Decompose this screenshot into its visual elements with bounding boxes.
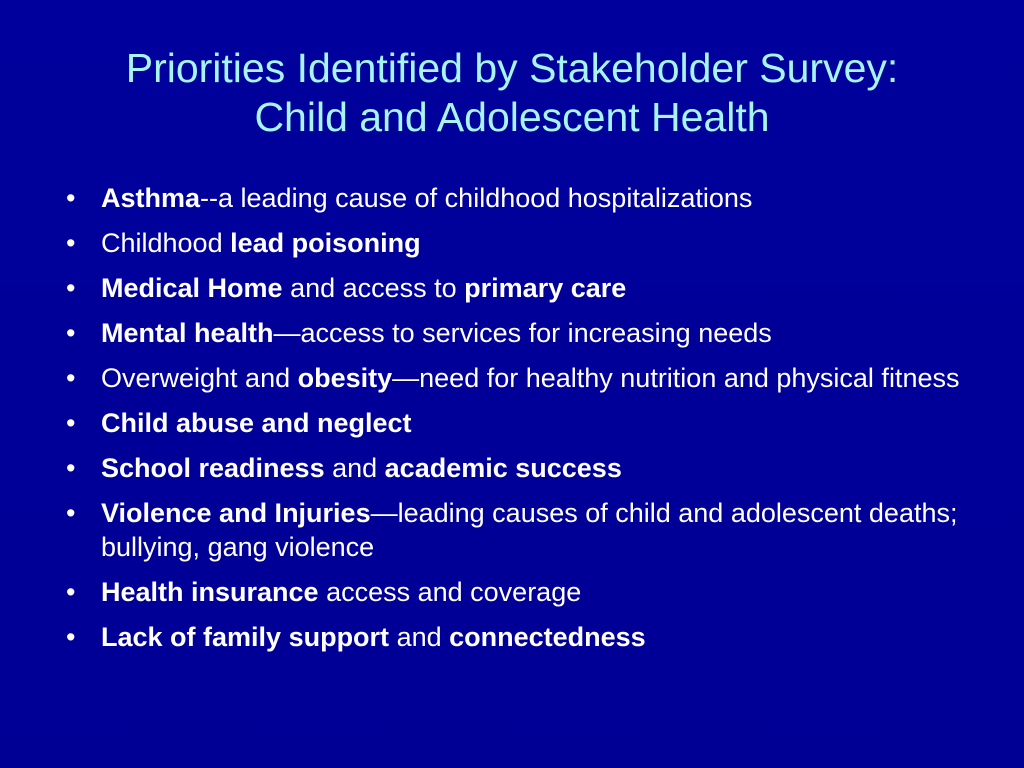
bullet-bold-text: Medical Home — [101, 273, 283, 303]
bullet-dot: • — [66, 363, 76, 393]
bullet-dot: • — [66, 318, 76, 348]
bullet-dot: • — [66, 228, 76, 258]
slide-title-line-2: Child and Adolescent Health — [254, 94, 770, 140]
bullet-lead-poisoning — [66, 226, 966, 260]
bullet-text: Overweight and — [101, 363, 298, 393]
bullet-medical-home — [66, 271, 966, 305]
bullet-bold-text: Lack of family support — [101, 622, 390, 652]
slide-title-line-1: Priorities Identified by Stakeholder Survey: — [125, 45, 899, 91]
bullet-violence-injuries — [66, 496, 966, 564]
bullet-dot: • — [66, 408, 76, 438]
bullet-text: —need for healthy nutrition and physical fitness — [392, 363, 960, 393]
bullet-text: Childhood — [101, 228, 231, 258]
bullet-mental-health — [66, 316, 966, 350]
bullet-bold-text: connectedness — [449, 622, 646, 652]
bullet-school-readiness — [66, 451, 966, 485]
bullet-dot: • — [66, 622, 76, 652]
bullet-bold-text: academic success — [384, 453, 622, 483]
bullet-text: —access to services for increasing needs — [273, 318, 772, 348]
slide-title — [40, 44, 984, 142]
bullet-dot: • — [66, 453, 76, 483]
bullet-text: and access to — [282, 273, 465, 303]
bullet-dot: • — [66, 273, 76, 303]
bullet-text: and — [324, 453, 385, 483]
bullet-bold-text: primary care — [464, 273, 627, 303]
bullet-obesity — [66, 361, 966, 395]
bullet-bold-text: Health insurance — [101, 577, 319, 607]
bullet-bold-text: lead poisoning — [230, 228, 421, 258]
bullet-bold-text: Asthma — [101, 183, 201, 213]
bullet-text: and — [389, 622, 450, 652]
bullet-bold-text: Violence and Injuries — [101, 498, 371, 528]
bullet-bold-text: Child abuse and neglect — [101, 408, 412, 438]
bullet-text: —leading causes of child and adolescent deaths; bullying, gang violence — [101, 498, 958, 562]
bullet-family-support — [66, 620, 966, 654]
bullet-dot: • — [66, 498, 76, 528]
bullet-bold-text: obesity — [297, 363, 393, 393]
bullet-bold-text: Mental health — [101, 318, 274, 348]
bullet-list — [66, 181, 966, 665]
bullet-asthma — [66, 181, 966, 215]
bullet-bold-text: School readiness — [101, 453, 325, 483]
bullet-text: --a leading cause of childhood hospitalizations — [200, 183, 753, 213]
bullet-text: access and coverage — [318, 577, 582, 607]
bullet-dot: • — [66, 577, 76, 607]
bullet-health-insurance — [66, 575, 966, 609]
bullet-child-abuse — [66, 406, 966, 440]
bullet-dot: • — [66, 183, 76, 213]
